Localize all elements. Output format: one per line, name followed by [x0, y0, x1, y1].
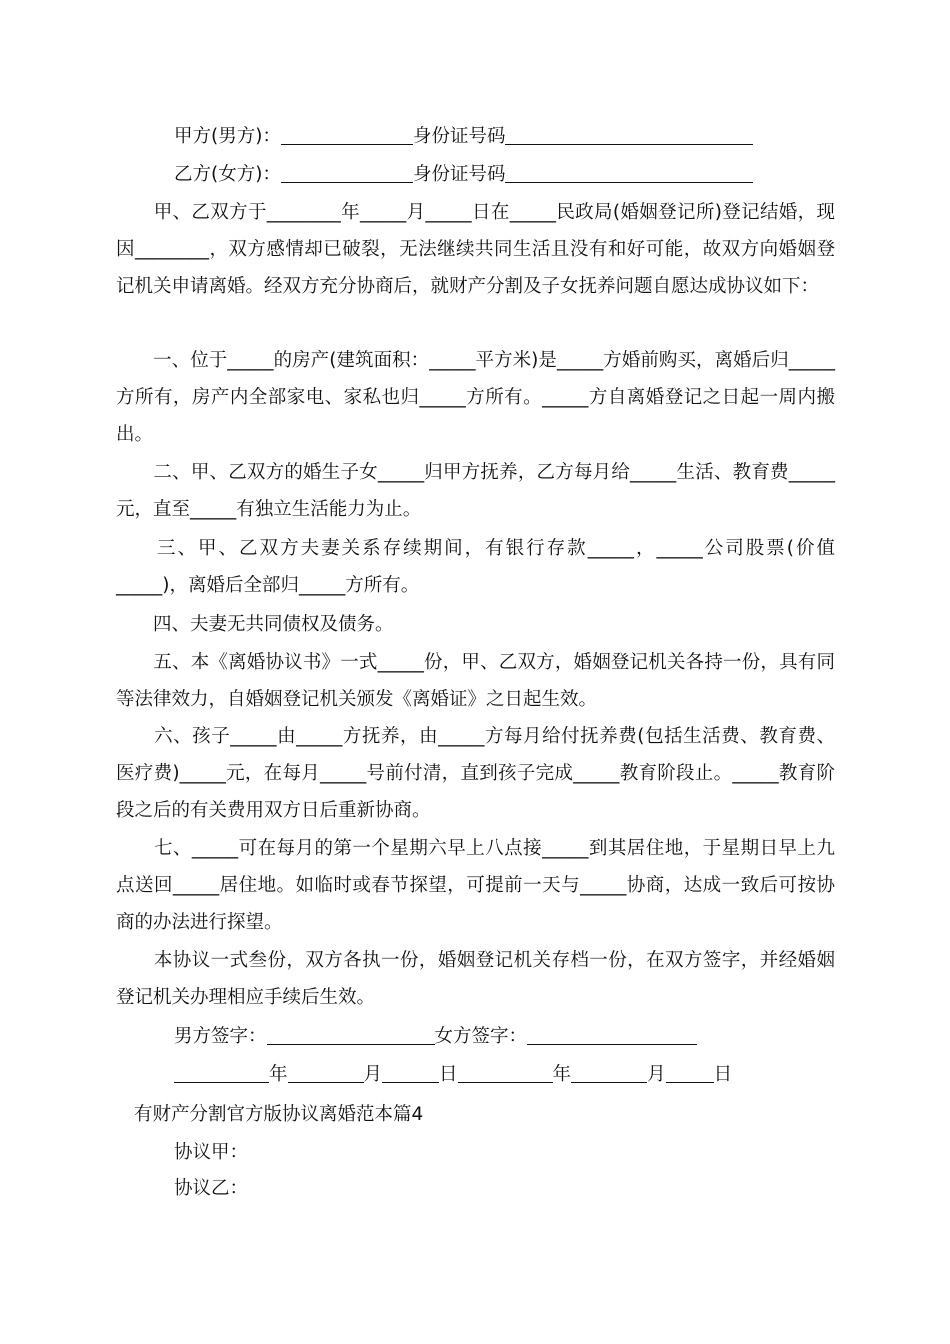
intro-paragraph: 甲、乙双方于________年_____月_____日在_____民政局(婚姻登记所)登记结婚，现因________，双方感情却已破裂，无法继续共同生活且没有和好可能，故双方向婚姻登记机关申请离婚。经双方充分协商后，就财产分割及子女抚养问题自愿达成协议如下： — [116, 202, 835, 297]
signature-line — [174, 1018, 697, 1055]
blank — [527, 1026, 697, 1045]
blank — [281, 164, 413, 183]
year-label: 年 — [269, 1064, 288, 1085]
female-signature-label: 女方签字： — [434, 1026, 528, 1047]
day-label: 日 — [713, 1064, 733, 1085]
party-b-id-label: 身份证号码 — [412, 164, 506, 185]
male-signature-label: 男方签字： — [174, 1026, 267, 1047]
clause-1: 一、位于_____的房产(建筑面积：_____平方米)是_____方婚前购买，离婚后归_____方所有，房产内全部家电、家私也归_____方所有。_____方自离婚登记之日起一周内搬出。 — [116, 350, 835, 445]
agreement-party-a: 协议甲： — [174, 1142, 249, 1163]
date-line — [174, 1056, 732, 1093]
clause-7: 七、_____可在每月的第一个星期六早上八点接_____到其居住地，于星期日早上九点送回_____居住地。如临时或春节探望，可提前一天与_____协商，达成一致后可按协商的办法进行探望。 — [116, 838, 835, 933]
day-label: 日 — [439, 1064, 458, 1085]
blank — [458, 1064, 553, 1083]
blank — [382, 1064, 439, 1083]
party-b-label: 乙方(女方)： — [174, 164, 281, 185]
closing-paragraph: 本协议一式叁份，双方各执一份，婚姻登记机关存档一份，在双方签字，并经婚姻登记机关办理相应手续后生效。 — [116, 950, 835, 1008]
party-b-line — [174, 156, 753, 193]
blank — [571, 1064, 647, 1083]
clause-5: 五、本《离婚协议书》一式_____份，甲、乙双方，婚姻登记机关各持一份，具有同等法律效力，自婚姻登记机关颁发《离婚证》之日起生效。 — [116, 652, 835, 710]
party-a-id-label: 身份证号码 — [412, 126, 506, 147]
blank — [281, 126, 413, 145]
blank — [666, 1064, 714, 1083]
agreement-party-b: 协议乙： — [174, 1178, 249, 1199]
party-a-label: 甲方(男方)： — [174, 126, 281, 147]
blank — [505, 164, 753, 183]
blank — [505, 126, 753, 145]
blank — [288, 1064, 364, 1083]
clause-6: 六、孩子_____由_____方抚养，由_____方每月给付抚养费(包括生活费、教育费、医疗费)_____元，在每月_____号前付清，直到孩子完成_____教育阶段止。_____教育阶段之后的有关费用双方日后重新协商。 — [116, 726, 835, 821]
month-label: 月 — [647, 1064, 666, 1085]
blank — [174, 1064, 269, 1083]
party-a-line — [174, 118, 753, 155]
month-label: 月 — [363, 1064, 383, 1085]
clause-2: 二、甲、乙双方的婚生子女_____归甲方抚养，乙方每月给_____生活、教育费_____元，直至_____有独立生活能力为止。 — [116, 462, 835, 520]
clause-3: 三、甲、乙双方夫妻关系存续期间，有银行存款_____，_____公司股票(价值_____)，离婚后全部归_____方所有。 — [116, 538, 835, 596]
blank — [267, 1026, 435, 1045]
clause-4: 四、夫妻无共同债权及债务。 — [116, 614, 394, 635]
section-heading: 有财产分割官方版协议离婚范本篇4 — [134, 1104, 424, 1125]
year-label: 年 — [552, 1064, 572, 1085]
